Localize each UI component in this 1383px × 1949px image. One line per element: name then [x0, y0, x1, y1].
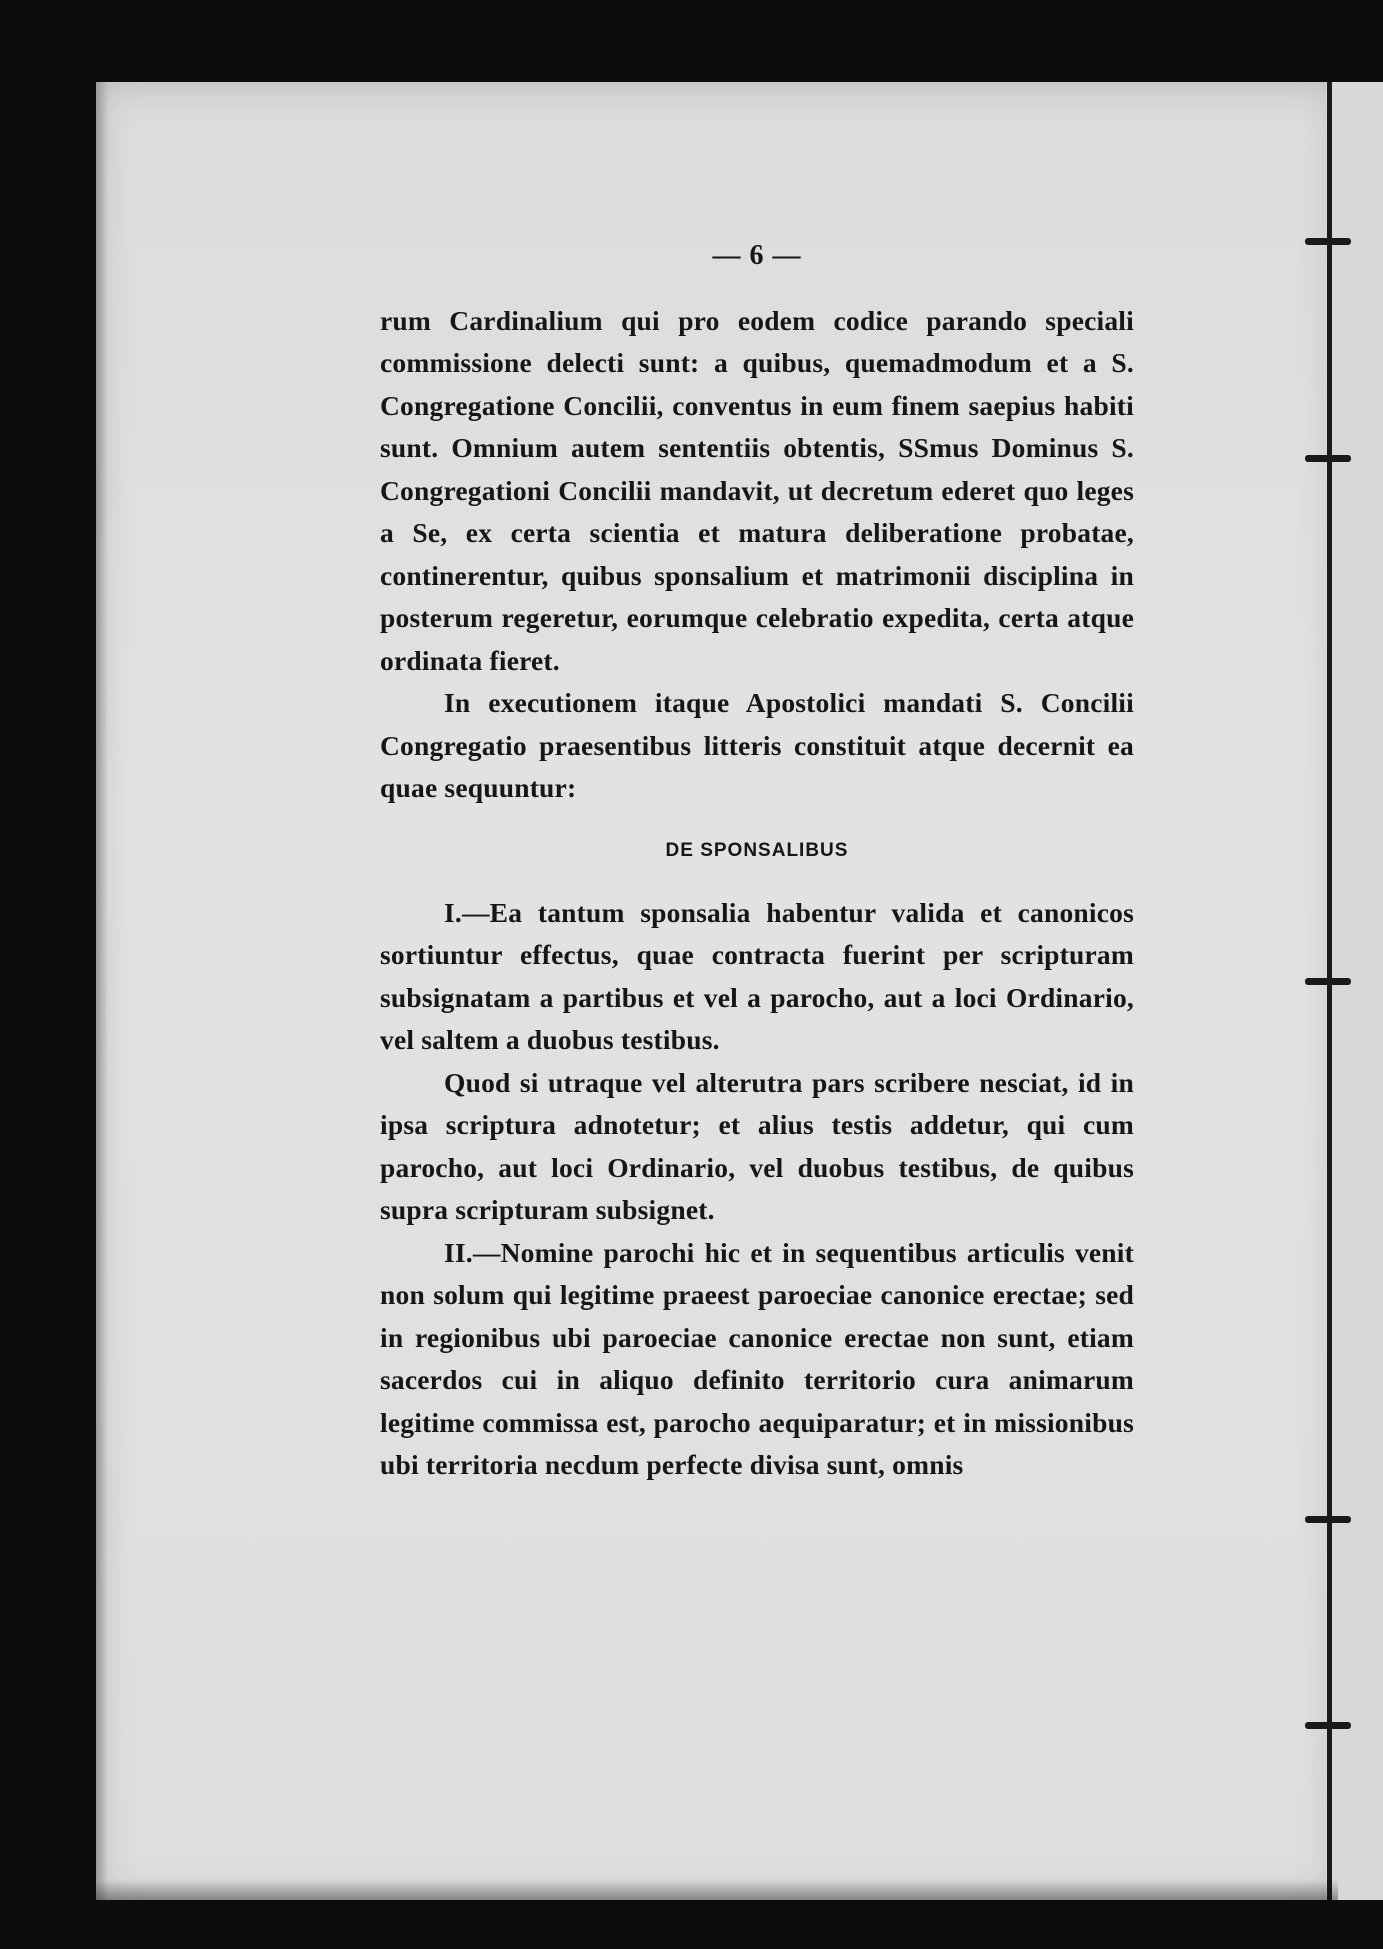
binding-clip — [1305, 1516, 1351, 1523]
page-bottom-shadow — [96, 1880, 1338, 1900]
article-one-continued: Quod si utraque vel alterutra pars scribere nesciat, id in ipsa scriptura adnotetur; et alius testis addetur, qui cum parocho, aut loci Ordinario, vel duobus testibus, de quibus supra scripturam subsignet. — [380, 1066, 1134, 1225]
paragraph-executionem: In executionem itaque Apostolici mandati S. Concilii Congregatio praesentibus litteris constituit atque decernit ea quae sequuntur: — [380, 687, 1134, 803]
binding-clip — [1305, 978, 1351, 985]
page-text-block — [380, 235, 1134, 1487]
section-heading: DE SPONSALIBUS — [665, 839, 849, 861]
page-number: — 6 — — [712, 240, 802, 271]
paragraph-continuation: rum Cardinalium qui pro eodem codice parando speciali commissione delecti sunt: a quibus, quemadmodum et a S. Congregatione Concilii, conventus in eum finem saepius habiti sunt. Omnium autem sententiis obtentis, SSmus Dominus S. Congregationi Concilii mandavit, ut decretum ederet quo leges a Se, ex certa scientia et matura deliberatione probatae, continerentur, quibus sponsalium et matrimonii disciplina in posterum regeretur, eorumque celebratio expedita, certa atque ordinata fieret. — [380, 304, 1134, 676]
article-one: I.—Ea tantum sponsalia habentur valida et canonicos sortiuntur effectus, quae contracta fuerint per scripturam subsignatam a partibus et vel a parocho, aut a loci Ordinario, vel saltem a duobus testibus. — [380, 896, 1134, 1055]
binding-clip — [1305, 1722, 1351, 1729]
binding-clip — [1305, 238, 1351, 245]
binding-clip — [1305, 455, 1351, 462]
binding-strip — [1326, 82, 1383, 1900]
page-edge-shadow — [96, 82, 108, 1900]
binding-line — [1327, 82, 1332, 1900]
article-two: II.—Nomine parochi hic et in sequentibus articulis venit non solum qui legitime praeest paroeciae canonice erectae; sed in regionibus ubi paroeciae canonice erectae non sunt, etiam sacerdos cui in aliquo definito territorio cura animarum legitime commissa est, parocho aequiparatur; et in missionibus ubi territoria necdum perfecte divisa sunt, omnis — [380, 1236, 1134, 1480]
